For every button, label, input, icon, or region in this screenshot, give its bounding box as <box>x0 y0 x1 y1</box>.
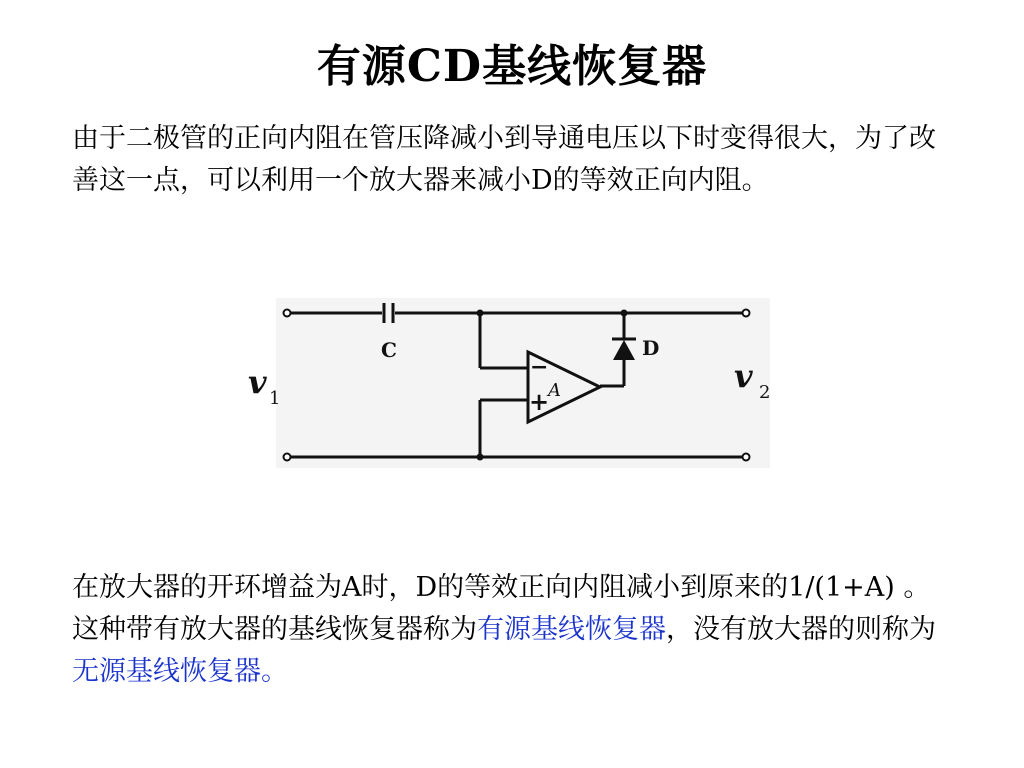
junction-diode <box>621 310 628 317</box>
diode-label: D <box>642 336 660 360</box>
junction-top <box>477 310 484 317</box>
junction-bottom <box>477 454 484 461</box>
output-terminal-top <box>743 310 750 317</box>
input-terminal-top <box>284 310 291 317</box>
intro-paragraph: 由于二极管的正向内阻在管压降减小到导通电压以下时变得很大，为了改善这一点，可以利用一个放大器来减小D的等效正向内阻。 <box>72 123 936 196</box>
conclusion-text-1: 在放大器的开环增益为A时，D的等效正向内阻减小到原来的1/(1+A) 。这种带有放大器的基线恢复器称为 <box>72 572 931 645</box>
passive-restorer-term: 无源基线恢复器。 <box>72 656 288 687</box>
capacitor-label: C <box>381 338 397 362</box>
conclusion-text-2: ，没有放大器的则称为 <box>666 614 936 645</box>
active-restorer-term: 有源基线恢复器 <box>477 614 666 645</box>
conclusion-paragraph <box>72 567 952 693</box>
output-voltage-label: v <box>734 357 753 395</box>
input-voltage-subscript: 1 <box>269 388 281 409</box>
output-voltage-subscript: 2 <box>759 382 771 403</box>
minus-sign: − <box>530 354 549 380</box>
input-terminal-bottom <box>284 454 291 461</box>
amplifier-label: A <box>548 380 561 401</box>
circuit-background <box>276 298 770 468</box>
input-voltage-label: v <box>248 363 267 401</box>
slide-title: 有源CD基线恢复器 <box>316 41 708 92</box>
plus-sign: + <box>529 387 550 416</box>
output-terminal-bottom <box>743 454 750 461</box>
